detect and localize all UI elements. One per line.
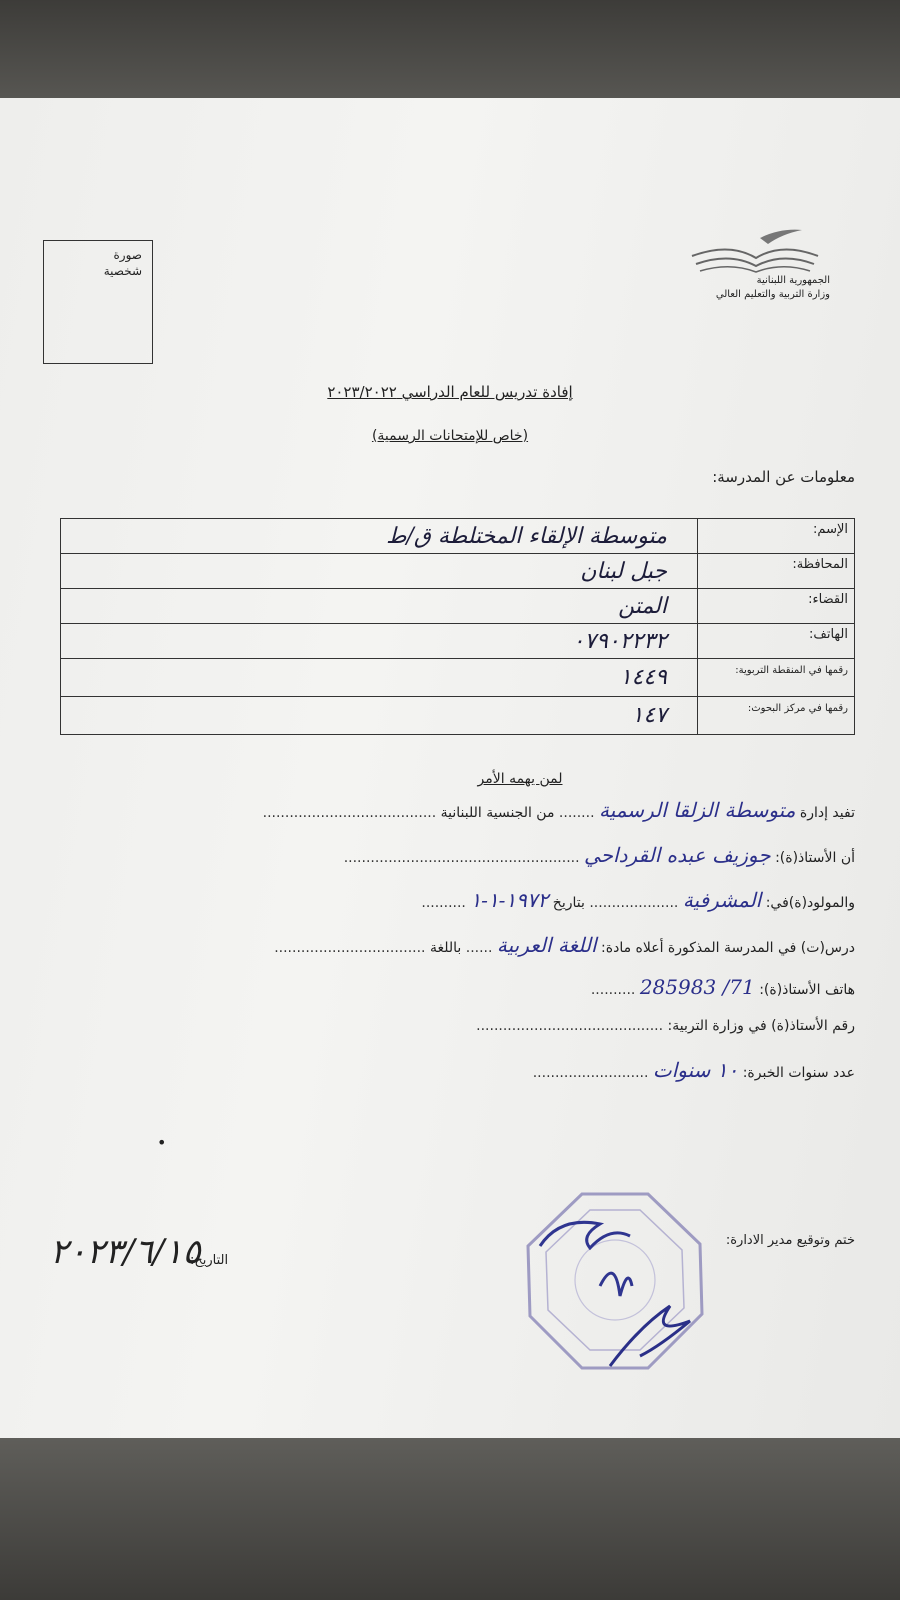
signature-label: ختم وتوقيع مدير الادارة:	[725, 1233, 855, 1248]
table-row	[61, 697, 855, 735]
official-stamp-icon	[520, 1186, 710, 1376]
governorate-label: المحافظة:	[698, 554, 855, 589]
research-number-label: رقمها في مركز البحوث:	[698, 697, 855, 735]
region-number-value: ١٤٤٩	[61, 659, 698, 697]
teacher-name-handwritten: جوزيف عبده القرداحي	[584, 843, 771, 867]
experience-handwritten: ١٠ سنوات	[652, 1058, 739, 1082]
personal-photo-box	[43, 240, 153, 364]
school-handwritten: متوسطة الزلقا الرسمية	[598, 798, 796, 822]
research-number-value: ١٤٧	[61, 697, 698, 735]
school-name-value: متوسطة الإلقاء المختلطة ق/ط	[61, 519, 698, 554]
school-info-table	[60, 518, 855, 735]
birthdate-handwritten: ١٩٧٢-١-١	[470, 888, 549, 912]
certificate-page	[0, 98, 900, 1438]
body-line-ministry-number: رقم الأستاذ(ة) في وزارة التربية: ..........................................	[476, 1018, 855, 1034]
table-surface-top	[0, 0, 900, 110]
header-line2: وزارة التربية والتعليم العالي	[715, 289, 830, 300]
birthplace-handwritten: المشرفية	[682, 888, 762, 912]
body-line-teacher-phone: هاتف الأستاذ(ة): 71/ 285983 ..........	[590, 975, 855, 999]
subject-handwritten: اللغة العربية	[496, 933, 597, 957]
date-label: التاريخ:	[190, 1253, 229, 1268]
table-row	[61, 589, 855, 624]
header-line1: الجمهورية اللبنانية	[756, 275, 830, 286]
body-line-experience: عدد سنوات الخبرة: ١٠ سنوات ..........................	[532, 1058, 855, 1082]
concern-heading-row	[0, 768, 900, 787]
region-number-label: رقمها في المنقطة التربوية:	[698, 659, 855, 697]
district-label: القضاء:	[698, 589, 855, 624]
table-surface-bottom	[0, 1438, 900, 1600]
ink-mark: •	[157, 1133, 167, 1152]
teacher-phone-handwritten: 71/ 285983	[639, 975, 755, 999]
table-row	[61, 554, 855, 589]
body-line-birth: والمولود(ة)في: المشرفية .................... بتاريخ ١٩٧٢-١-١ ..........	[421, 888, 855, 912]
phone-value: ٠٧٩٠٢٢٣٢	[61, 624, 698, 659]
page-title: إفادة تدريس للعام الدراسي ٢٠٢٣/٢٠٢٢	[327, 383, 573, 401]
photo-label-line1: صورة	[113, 248, 142, 262]
table-row	[61, 519, 855, 554]
body-line-administration: تفيد إدارة متوسطة الزلقا الرسمية ........ من الجنسية اللبنانية .......................................	[262, 798, 855, 822]
date-handwritten: ٢٠٢٣/٦/١٥	[50, 1232, 201, 1272]
school-name-label: الإسم:	[698, 519, 855, 554]
body-line-teacher: أن الأستاذ(ة): جوزيف عبده القرداحي .....................................................	[343, 843, 855, 867]
phone-label: الهاتف:	[698, 624, 855, 659]
book-logo-icon	[690, 226, 820, 274]
table-row	[61, 659, 855, 697]
photo-label-line2: شخصية	[103, 264, 142, 278]
body-line-subject: درس(ت) في المدرسة المذكورة أعلاه مادة: اللغة العربية ...... باللغة ..................................	[274, 933, 855, 957]
district-value: المتن	[61, 589, 698, 624]
concern-title: لمن يهمه الأمر	[477, 771, 563, 787]
ministry-logo	[690, 226, 830, 302]
page-subtitle: (خاص للإمتحانات الرسمية)	[371, 428, 529, 444]
governorate-value: جبل لبنان	[61, 554, 698, 589]
school-section-title: معلومات عن المدرسة:	[712, 468, 855, 486]
table-row	[61, 624, 855, 659]
